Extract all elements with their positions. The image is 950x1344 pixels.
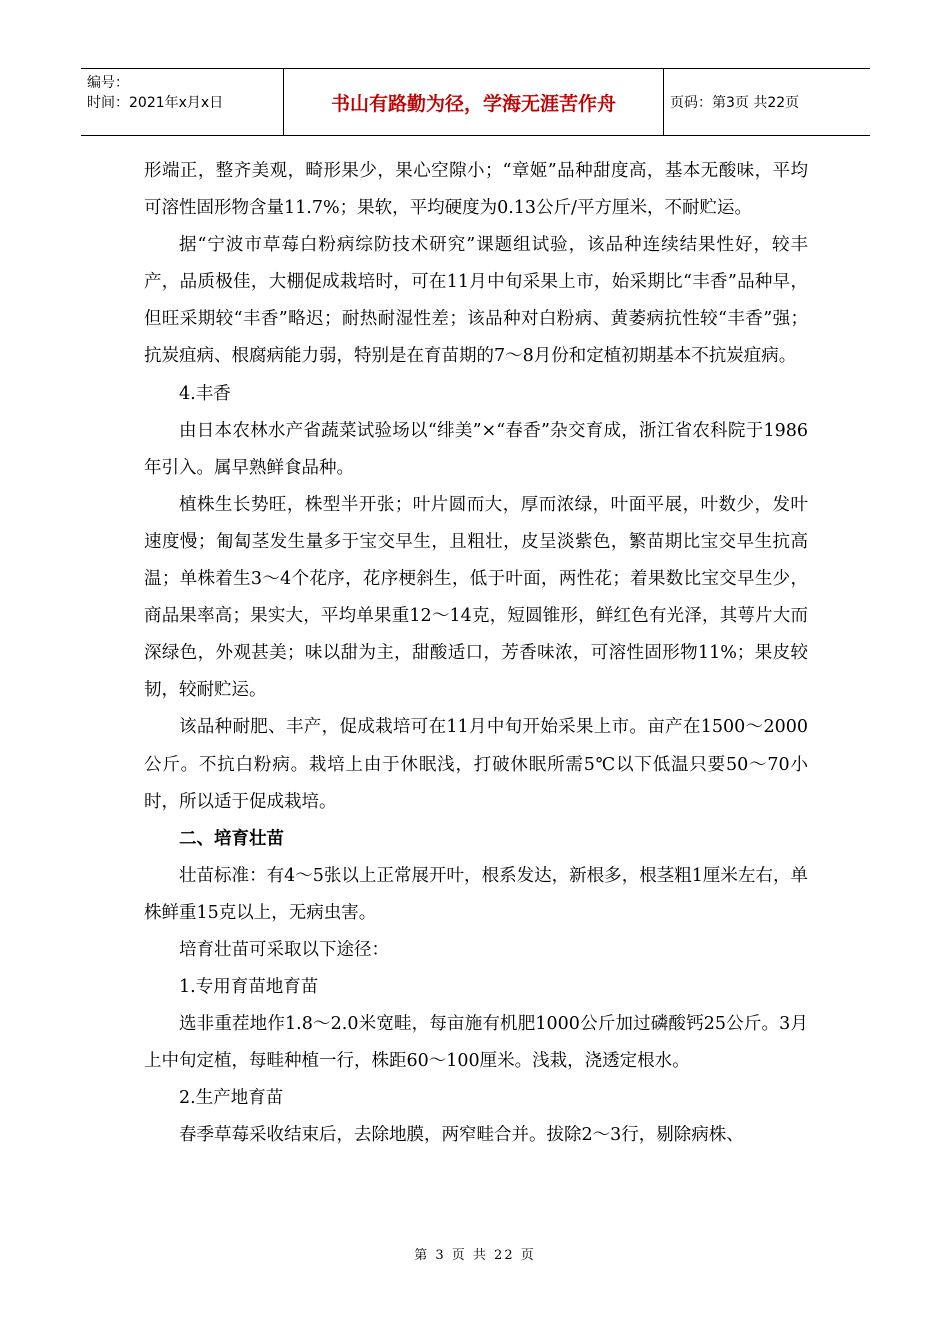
paragraph: 据“宁波市草莓白粉病综防技术研究”课题组试验，该品种连续结果性好，较丰产，品质极佳，大棚促成栽培时，可在11月中旬采果上市，始采期比“丰香”品种早，但旺采期较“丰香”略迟；耐热耐湿性差；该品种对白粉病、黄萎病抗性较“丰香”强；抗炭疽病、根腐病能力弱，特别是在育苗期的7～8月份和定植初期基本不抗炭疽病。 <box>144 235 808 367</box>
page-footer: 第 3 页 共 22 页 <box>414 1248 536 1263</box>
header-meta <box>81 69 283 135</box>
doc-time-label: 时间：2021年x月x日 <box>87 95 224 111</box>
paragraph: 春季草莓采收结束后，去除地膜，两窄畦合并。拔除2～3行，剔除病株、 <box>179 1125 744 1146</box>
document-body <box>144 153 808 1155</box>
paragraph: 植株生长势旺，株型半开张；叶片圆而大，厚而浓绿，叶面平展，叶数少，发叶速度慢；匍匐茎发生量多于宝交早生，且粗壮，皮呈淡紫色，繁苗期比宝交早生抗高温；单株着生3～4个花序，花序梗斜生，低于叶面，两性花；着果数比宝交早生少，商品果率高；果实大，平均单果重12～14克，短圆锥形，鲜红色有光泽，其萼片大而深绿色，外观甚美；味以甜为主，甜酸适口，芳香味浓，可溶性固形物11%；果皮较韧，较耐贮运。 <box>144 494 808 701</box>
paragraph: 形端正，整齐美观，畸形果少，果心空隙小；“章姬”品种甜度高，基本无酸味，平均可溶性固形物含量11.7%；果软，平均硬度为0.13公斤/平方厘米，不耐贮运。 <box>144 161 808 219</box>
doc-number-label: 编号： <box>87 75 129 91</box>
page-header <box>81 68 870 136</box>
paragraph: 该品种耐肥、丰产，促成栽培可在11月中旬开始采果上市。亩产在1500～2000公斤。不抗白粉病。栽培上由于休眠浅，打破休眠所需5℃以下低温只要50～70小时，所以适于促成栽培。 <box>144 717 808 812</box>
paragraph: 由日本农林水产省蔬菜试验场以“绯美”×“春香”杂交育成，浙江省农科院于1986年引入。属早熟鲜食品种。 <box>144 420 808 478</box>
header-page-info: 页码：第3页 共22页 <box>670 95 800 111</box>
section-heading: 二、培育壮苗 <box>179 828 284 849</box>
paragraph: 壮苗标准：有4～5张以上正常展开叶，根系发达，新根多，根茎粗1厘米左右，单株鲜重15克以上，无病虫害。 <box>144 865 808 923</box>
header-motto: 书山有路勤为径，学海无涯苦作舟 <box>283 69 664 135</box>
subheading: 1.专用育苗地育苗 <box>179 977 319 998</box>
subheading: 2.生产地育苗 <box>179 1088 284 1109</box>
paragraph: 选非重茬地作1.8～2.0米宽畦，每亩施有机肥1000公斤加过磷酸钙25公斤。3月上中旬定植，每畦种植一行，株距60～100厘米。浅栽，浇透定根水。 <box>144 1014 808 1072</box>
paragraph: 培育壮苗可采取以下途径： <box>179 939 389 960</box>
subheading: 4.丰香 <box>179 383 231 404</box>
